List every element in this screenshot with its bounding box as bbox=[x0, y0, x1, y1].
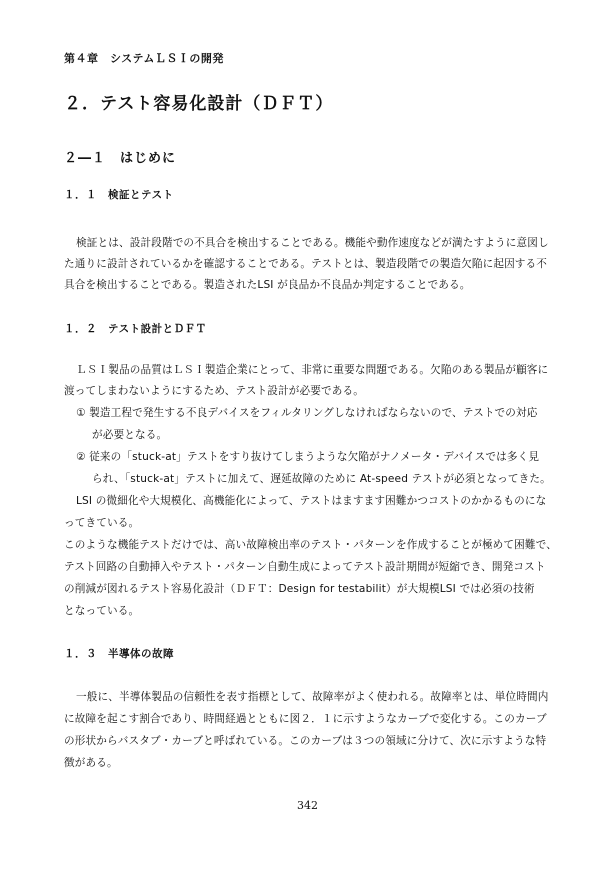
paragraph-line: 徴がある。 bbox=[64, 757, 118, 769]
paragraph-line: の削減が図れるテスト容易化設計（ＤＦＴ：Design for testabilit）が大規模LSI では必須の技術 bbox=[64, 583, 535, 595]
paragraph-line: ＬＳＩ製品の品質はＬＳＩ製造企業にとって、非常に重要な問題である。欠陥のある製品が顧客に bbox=[76, 364, 549, 376]
heading-1-2: １．２ テスト設計とＤＦＴ bbox=[64, 323, 207, 335]
list-item-2-cont: られ、「stuck-at」テストに加えて、遅延故障のために At-speed テストが必須となってきた。 bbox=[92, 473, 551, 485]
heading-1-3: １．３ 半導体の故障 bbox=[64, 648, 174, 660]
subsection-heading: ２―１ はじめに bbox=[64, 151, 177, 166]
paragraph-line: このような機能テストだけでは、高い故障検出率のテスト・パターンを作成することが極めて困難で、 bbox=[64, 539, 557, 551]
paragraph-line: の形状からバスタブ・カーブと呼ばれている。このカーブは３つの領域に分けて、次に示すような特 bbox=[64, 735, 547, 747]
paragraph-line: に故障を起こす割合であり、時間経過とともに図２．１に示すようなカーブで変化する。このカーブ bbox=[64, 713, 547, 725]
paragraph-line: 具合を検出することである。製造されたLSI が良品か不良品か判定することである。 bbox=[64, 279, 471, 291]
paragraph-line: ってきている。 bbox=[64, 517, 140, 529]
chapter-header: 第４章 システムＬＳＩの開発 bbox=[64, 52, 224, 65]
paragraph-line: 検証とは、設計段階での不具合を検出することである。機能や動作速度などが満たすように意図し bbox=[76, 237, 549, 249]
paragraph-line: た通りに設計されているかを確認することである。テストとは、製造段階での製造欠陥に起因する不 bbox=[64, 258, 548, 270]
paragraph-line: 一般に、半導体製品の信頼性を表す指標として、故障率がよく使われる。故障率とは、単位時間内 bbox=[76, 691, 549, 703]
heading-1-1: １．１ 検証とテスト bbox=[64, 189, 174, 201]
list-item-1-cont: が必要となる。 bbox=[92, 429, 168, 441]
paragraph-line: 渡ってしまわないようにするため、テスト設計が必要である。 bbox=[64, 385, 364, 397]
list-item-2: ② 従来の「stuck-at」テストをすり抜けてしまうような欠陥がナノメータ・デバイスでは多く見 bbox=[76, 451, 540, 463]
section-title: ２．テスト容易化設計（ＤＦＴ） bbox=[64, 94, 334, 114]
list-item-1: ① 製造工程で発生する不良デバイスをフィルタリングしなければならないので、テストでの対応 bbox=[76, 407, 538, 419]
page-number: 342 bbox=[297, 799, 318, 812]
paragraph-line: テスト回路の自動挿入やテスト・パターン自動生成によってテスト設計期間が短縮でき、開発コスト bbox=[64, 561, 546, 573]
paragraph-line: となっている。 bbox=[64, 605, 140, 617]
paragraph-line: LSI の微細化や大規模化、高機能化によって、テストはますます困難かつコストのかかるものにな bbox=[76, 495, 547, 507]
